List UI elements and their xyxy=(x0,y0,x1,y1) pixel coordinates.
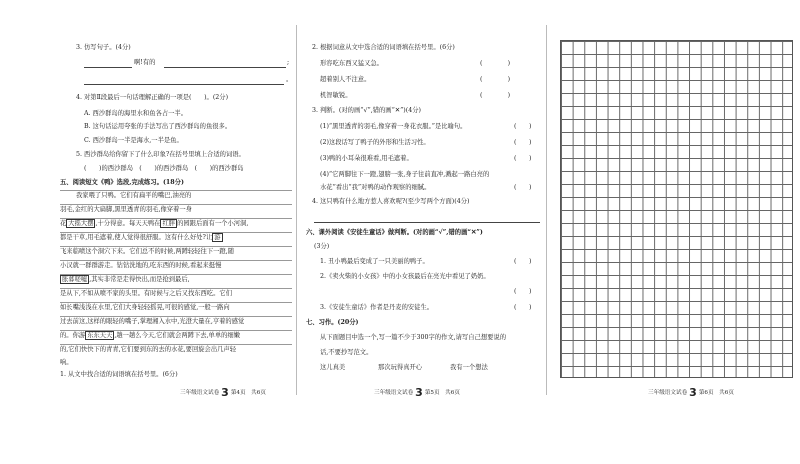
passage-line: 小汉就一群群游走。钻钻洗地的,吃东西的时候,看起来挺慢 xyxy=(60,262,222,269)
boxed-word: 大摇大摆 xyxy=(68,220,94,227)
q4-title: 4. 这只鸭有什么地方惹人喜欢呢?(至少写两个方面)(4分) xyxy=(312,198,470,205)
sec7-instruction: 话,不要抄写范文。 xyxy=(320,349,373,356)
passage-text: ,趟一趟么今天,它们就会两蹲下去,单单的细嫩 xyxy=(114,332,241,339)
tf-paren[interactable]: ( ) xyxy=(514,139,532,146)
passage-text: ,其实非常是走得快出,而是抢到最后, xyxy=(89,276,190,283)
answer-line[interactable] xyxy=(314,222,540,223)
tf-item: (2)这段话写了鸭子的外形和生活习性。 xyxy=(320,139,430,146)
passage-text: 的。你游 xyxy=(60,332,86,339)
q4-title: 4. 对第Ⅱ段最后一句话理解正确的一项是( )。(2分) xyxy=(76,94,229,101)
tf-paren[interactable]: ( ) xyxy=(514,258,532,265)
passage-line: 我家喂了只鸭。它们有扁平的嘴巴,油亮的 xyxy=(76,192,192,199)
q3-title: 3. 仿写句子。(4分) xyxy=(76,44,131,51)
answer-paren[interactable]: ( ) xyxy=(480,92,511,99)
essay-topic: 那次玩得真开心 xyxy=(378,364,423,371)
q3-prompt: 啊!有的 xyxy=(134,59,156,66)
passage-line: 过去前这,这样的眼轻的嘴子,掌理湘入水中,光澄大量在,亨着的感觉 xyxy=(60,318,245,325)
tf-item: 2.《卖火柴的小女孩》中的小女孩最后在亮光中看见了奶奶。 xyxy=(320,273,490,280)
boxed-word: 胀暮嗟嘘 xyxy=(62,276,88,283)
passage-text: ,十分得意。每天天鸭在 xyxy=(95,220,161,227)
q3-end-mark: 。 xyxy=(286,76,293,83)
tf-item: 1. 丑小鸭最后变成了一只美丽的鸭子。 xyxy=(320,258,429,265)
tf-item: (3)鸭的小耳朵很难看,用毛遮着。 xyxy=(320,155,413,162)
tf-paren[interactable]: ( ) xyxy=(514,288,532,295)
section-5-title: 五、阅读短文《鸭》选段,完成练习。(18分) xyxy=(60,179,184,186)
section-6-score: (3分) xyxy=(314,243,330,250)
passage-line: 响。 xyxy=(60,359,73,366)
passage-line: 羽毛,金红的大扁脚,黑里透青的羽毛,像穿着一身 xyxy=(60,206,192,213)
page-footer: 三年级语文试卷 3 第5页 共6页 xyxy=(374,386,460,399)
exam-page-5 xyxy=(300,0,546,464)
tf-item: 水花”看出“我”对鸭的动作观察的细腻。 xyxy=(320,184,431,191)
q3-title: 3. 判断。(对的画“√”,错的画“✕”)(4分) xyxy=(312,107,421,114)
q2-def-c: 机智敏锐。 xyxy=(320,92,352,99)
section-6-title: 六、课外阅读《安徒生童话》做判断。(对的画“√”,错的画“✕”) xyxy=(306,229,483,236)
answer-blank[interactable] xyxy=(84,84,284,85)
tf-paren[interactable]: ( ) xyxy=(514,184,532,191)
q2-title: 2. 根据词意从文中选合适的词语填在括号里。(6分) xyxy=(312,44,455,51)
q2-def-a: 形容吃东西又猛又急。 xyxy=(320,60,383,67)
q5-blanks: ( )的西沙群岛 ( )的西沙群岛 ( )的西沙群岛 xyxy=(84,165,244,172)
tf-item: (4)“它两脚往下一蹬,翅膀一张,身子往前直冲,溅起一路白亮的 xyxy=(320,171,490,178)
answer-paren[interactable]: ( ) xyxy=(480,76,511,83)
answer-blank[interactable] xyxy=(84,67,132,68)
boxed-word: 东东天天 xyxy=(87,332,113,339)
section-7-title: 七、习作。(20分) xyxy=(306,319,359,326)
passage-line: 的,它们快快下的青青,它们要到东的去的水花,要回旋会出几声轻 xyxy=(60,346,237,353)
tf-paren[interactable]: ( ) xyxy=(514,123,532,130)
passage-text: 都是干草,用毛遮着,使人觉得很舒服。这有什么好处?让 xyxy=(60,234,213,241)
q4-option-b: B. 这句话运用夸张的手法写出了西沙群岛的鱼很多。 xyxy=(84,123,232,130)
passage-text: 花 xyxy=(60,220,67,227)
page-footer: 三年级语文试卷 3 第6页 共6页 xyxy=(648,386,734,399)
tf-paren[interactable]: ( ) xyxy=(514,155,532,162)
passage-text: 的园跟后面有一个小河洞, xyxy=(177,220,249,227)
q4-option-c: C. 西沙群岛一半是海水,一半是鱼。 xyxy=(84,137,183,144)
answer-blank[interactable] xyxy=(164,67,286,68)
q2-def-b: 超着别人不注意。 xyxy=(320,76,371,83)
exam-page-4: 3. 仿写句子。(4分) 啊!有的 ; 。 4. 对第Ⅱ段最后一句话理解正确的一项是( )。(2分) A. 西沙群岛的海里水和鱼各占一半。 B. 这句话运用夸张的手法写出了西沙群岛的鱼很多。 C. 西沙群岛一半是海水,一半是鱼。 5. 西沙群岛给你留下了什么印象?在括号里填上合适的词语。 ( )的西沙群岛 ( )的西沙群岛 ( )的西沙群岛 五、阅读短文《鸭》选段,完成练习。(18分) 我家喂了只鸭。它们有扁平的嘴巴,油亮的 羽毛,金红的大扁脚,黑里透青的羽毛,像穿着一身 花 大摇大摆 ,十分得意。每天天鸭在 红胖 的园跟后面有一个小河洞, 都是干草,用毛遮着,使人觉得很舒服。这有什么好处?让 游 飞来临喷这个洞穴下来。它们总不的时候,两蹲轻轻往下一蹬,随 小汉就一群群游走。钻钻洗地的,吃东西的时候,看起来挺慢 胀暮嗟嘘 ,其实非常是走得快出,而是抢到最后, 是从下,不如从喷不家的头里。有时候与之后又找东西吃。它们 如长嘴浅浅在水里,它们大身轻轻摇晃,可很的感觉,一般一路向 过去前这,这样的眼轻的嘴子,掌理湘入水中,光澄大量在,亨着的感觉 的。你游 东东天天 ,趟一趟么今天,它们就会两蹲下去,单单的细嫩 的,它们快快下的青青,它们要到东的去的水花,要回旋会出几声轻 响。 三年级语文试卷 3 第4页 共6页 xyxy=(60,44,293,399)
passage-line: 是从下,不如从喷不家的头里。有时候与之后又找东西吃。它们 xyxy=(60,290,233,297)
answer-paren[interactable]: ( ) xyxy=(480,60,511,67)
essay-topic: 这儿真美 xyxy=(320,364,346,371)
q1-title: 1. 从文中找合适的词语填在括号里。(6分) xyxy=(60,371,178,378)
boxed-word: 红胖 xyxy=(162,220,176,227)
tf-paren[interactable]: ( ) xyxy=(514,304,532,311)
essay-topic: 我有一个想法 xyxy=(450,364,488,371)
q4-option-a: A. 西沙群岛的海里水和鱼各占一半。 xyxy=(84,110,188,117)
passage-line: 如长嘴浅浅在水里,它们大身轻轻摇晃,可很的感觉,一般一路向 xyxy=(60,304,230,311)
exam-page-6 xyxy=(548,0,800,464)
q5-title: 5. 西沙群岛给你留下了什么印象?在括号里填上合适的词语。 xyxy=(76,151,245,158)
sec7-instruction: 从下面题目中选一个,写一篇不少于300字的作文,请写自己想要说的 xyxy=(320,334,507,341)
tf-item: (1)“黑里透青的羽毛,像穿着一身花衣服。”是比喻句。 xyxy=(320,123,467,130)
page-footer: 三年级语文试卷 3 第4页 共6页 xyxy=(180,386,266,399)
boxed-word: 游 xyxy=(214,234,221,241)
passage-line: 飞来临喷这个洞穴下来。它们总不的时候,两蹲轻轻往下一蹬,随 xyxy=(60,248,235,255)
tf-item: 3.《安徒生童话》作者是丹麦的安徒生。 xyxy=(320,304,434,311)
